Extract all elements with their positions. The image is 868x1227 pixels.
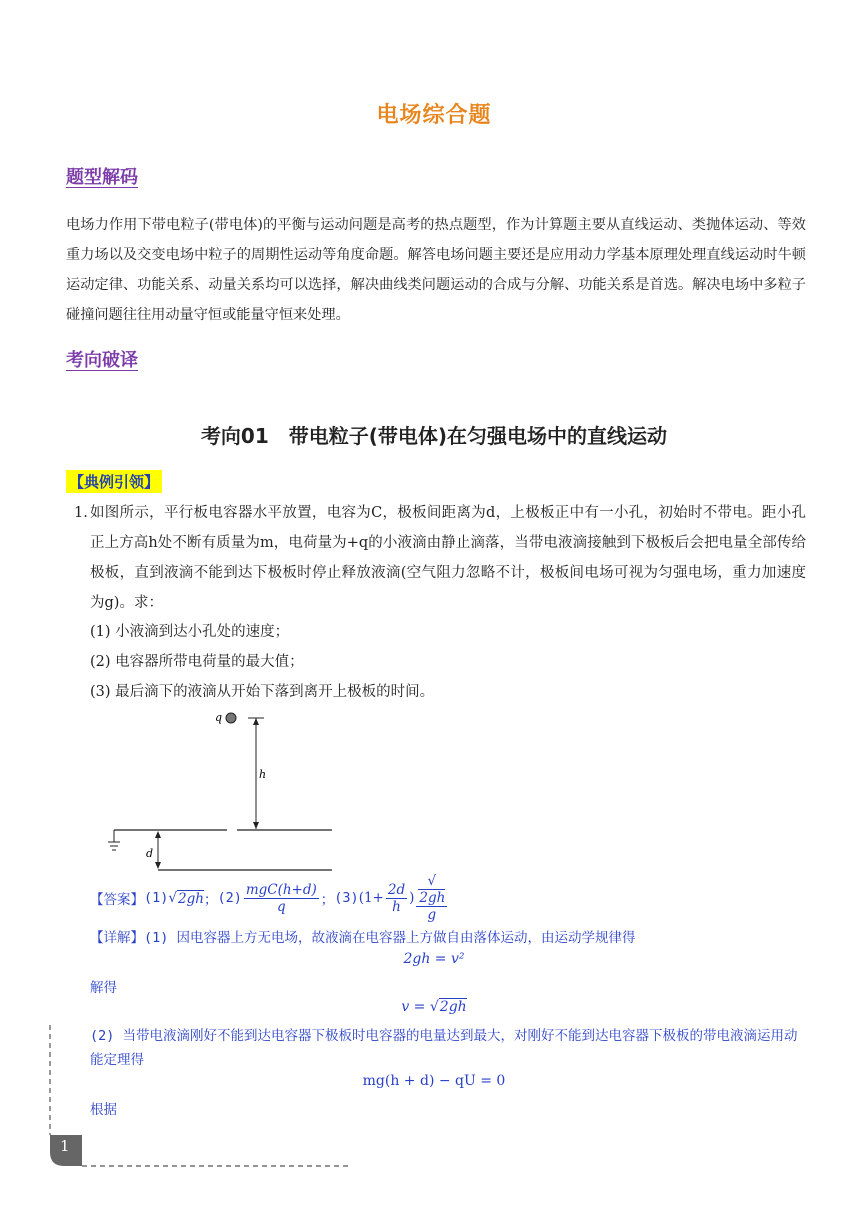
equation-2: v = √2gh: [401, 999, 467, 1015]
detail-line-4: 根据: [90, 1102, 117, 1118]
figure-label-d: d: [146, 847, 154, 860]
detail-line-2: 解得: [90, 980, 117, 996]
page-number: 1: [60, 1137, 70, 1155]
equation-3: mg(h + d) − qU = 0: [362, 1073, 506, 1089]
document-title: 电场综合题: [376, 103, 492, 128]
section-heading-directions: 考向破译: [66, 350, 138, 371]
question-body: 如图所示，平行板电容器水平放置，电容为C，极板间距离为d，上极板正中有一小孔，初始时不带电。距小孔正上方高h处不断有质量为m，电荷量为+q的小液滴由静止滴落，当带电液滴接触到下极板后会把电量全部传给极板，直到液滴不能到达下极板时停止释放液滴(空气阻力忽略不计，极板间电场可视为匀强电场，重力加速度为g)。求：: [90, 505, 806, 611]
answer-3-fraction-a: $\frac{2d}{h}$: [387, 881, 406, 915]
question-number: 1.: [74, 505, 88, 521]
question-part-1: (1) 小液滴到达小孔处的速度；: [90, 624, 290, 640]
answer-3-fraction-b: √ 2gh g: [416, 873, 447, 923]
droplet-icon: [226, 713, 236, 723]
answer-prefix: 【答案】: [90, 892, 144, 908]
answer-line: 【答案】 (1) √ 2gh ； (2) $\frac{\text{mgC(h+d)}}{q}$ ； (3) (1+ $\frac{2d}{h}$ ) √ 2gh g: [90, 873, 446, 923]
section-heading-decode: 题型解码: [66, 167, 138, 188]
equation-1: 2gh = v²: [403, 951, 465, 967]
answer-1-root: 2gh: [178, 890, 204, 907]
answer-2-fraction: $\frac{\text{mgC(h+d)}}{q}$: [245, 881, 317, 915]
figure-label-q: q: [215, 711, 223, 724]
capacitor-figure: [100, 705, 340, 875]
figure-label-h: h: [259, 768, 267, 781]
intro-paragraph: 电场力作用下带电粒子(带电体)的平衡与运动问题是高考的热点题型，作为计算题主要从直线运动、类抛体运动、等效重力场以及交变电场中粒子的周期性运动等角度命题。解答电场问题主要还是应用动力学基本原理处理直线运动时牛顿运动定律、功能关系、动量关系均可以选择，解决曲线类问题运动的合成与分解、功能关系是首选。解决电场中多粒子碰撞问题往往用动量守恒或能量守恒来处理。: [66, 217, 806, 323]
question-part-3: (3) 最后滴下的液滴从开始下落到离开上极板的时间。: [90, 684, 435, 700]
example-tag: 【典例引领】: [66, 470, 162, 493]
detail-line-1: 【详解】(1) 因电容器上方无电场，故液滴在电容器上方做自由落体运动，由运动学规律得: [90, 930, 636, 946]
subheading: 考向01 带电粒子(带电体)在匀强电场中的直线运动: [200, 424, 668, 448]
detail-line-3: (2) 当带电液滴刚好不能到达电容器下极板时电容器的电量达到最大，对刚好不能到达电容器下极板的带电液滴运用动能定理得: [90, 1028, 798, 1068]
question-part-2: (2) 电容器所带电荷量的最大值；: [90, 654, 304, 670]
page-corner-decoration: [44, 1025, 354, 1175]
detail-prefix: 【详解】: [90, 930, 144, 946]
